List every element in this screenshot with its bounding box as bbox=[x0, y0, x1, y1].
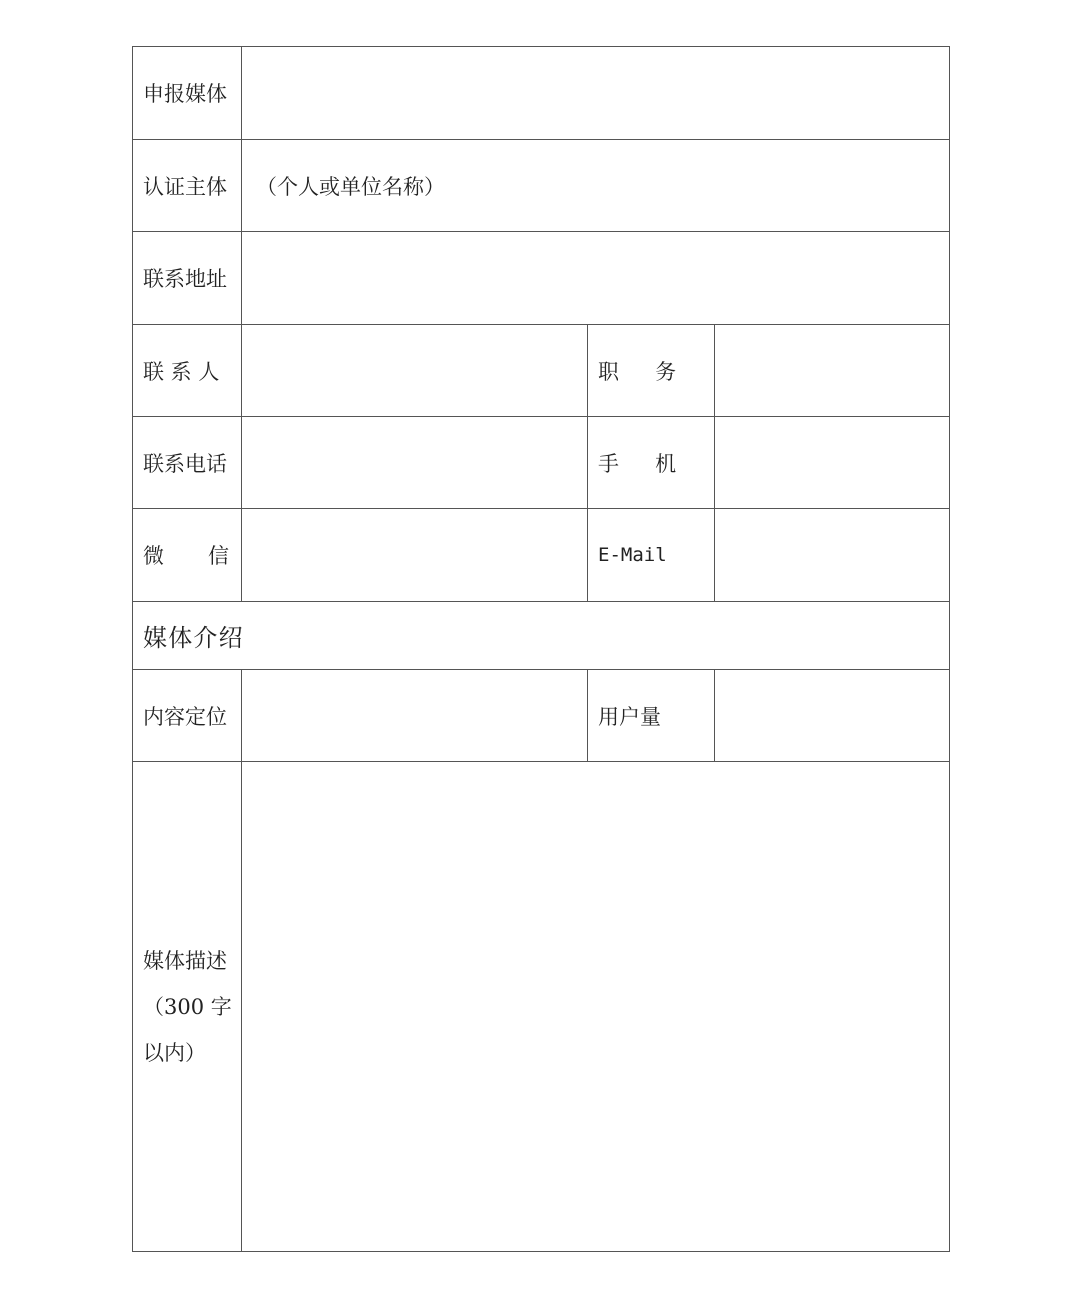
row-media-name bbox=[133, 47, 950, 140]
row-content-position bbox=[133, 670, 950, 762]
row-phone bbox=[133, 417, 950, 509]
row-wechat bbox=[133, 509, 950, 602]
row-contact-person bbox=[133, 325, 950, 417]
wechat-label-wrap bbox=[143, 540, 241, 570]
content-position-field[interactable] bbox=[242, 670, 588, 762]
email-label: E-Mail bbox=[588, 509, 715, 602]
user-count-field[interactable] bbox=[715, 670, 950, 762]
email-field[interactable] bbox=[715, 509, 950, 602]
phone-label: 联系电话 bbox=[133, 417, 242, 509]
row-cert-subject bbox=[133, 140, 950, 232]
description-field[interactable] bbox=[242, 762, 950, 1252]
position-field[interactable] bbox=[715, 325, 950, 417]
cert-subject-field[interactable]: （个人或单位名称） bbox=[242, 140, 950, 232]
contact-person-label: 联 系 人 bbox=[133, 325, 242, 417]
user-count-label: 用户量 bbox=[588, 670, 715, 762]
media-name-field[interactable] bbox=[242, 47, 950, 140]
wechat-field[interactable] bbox=[242, 509, 588, 602]
position-label: 职 务 bbox=[588, 325, 715, 417]
row-section-title bbox=[133, 602, 950, 670]
wechat-label-right: 信 bbox=[208, 544, 229, 568]
description-label-line3: 以内） bbox=[143, 1040, 206, 1065]
mobile-label: 手 机 bbox=[588, 417, 715, 509]
wechat-label bbox=[133, 509, 242, 602]
cert-subject-label: 认证主体 bbox=[133, 140, 242, 232]
wechat-label-left: 微 bbox=[143, 544, 164, 568]
row-address bbox=[133, 232, 950, 325]
description-label bbox=[133, 762, 242, 1252]
mobile-field[interactable] bbox=[715, 417, 950, 509]
row-description bbox=[133, 762, 950, 1252]
phone-field[interactable] bbox=[242, 417, 588, 509]
media-name-label: 申报媒体 bbox=[133, 47, 242, 140]
section-title-media-intro: 媒体介绍 bbox=[133, 602, 950, 670]
description-label-line1: 媒体描述 bbox=[143, 948, 227, 973]
content-position-label: 内容定位 bbox=[133, 670, 242, 762]
description-label-line2: （300 字 bbox=[143, 994, 232, 1019]
media-application-form bbox=[132, 46, 950, 1252]
address-field[interactable] bbox=[242, 232, 950, 325]
contact-person-field[interactable] bbox=[242, 325, 588, 417]
address-label: 联系地址 bbox=[133, 232, 242, 325]
